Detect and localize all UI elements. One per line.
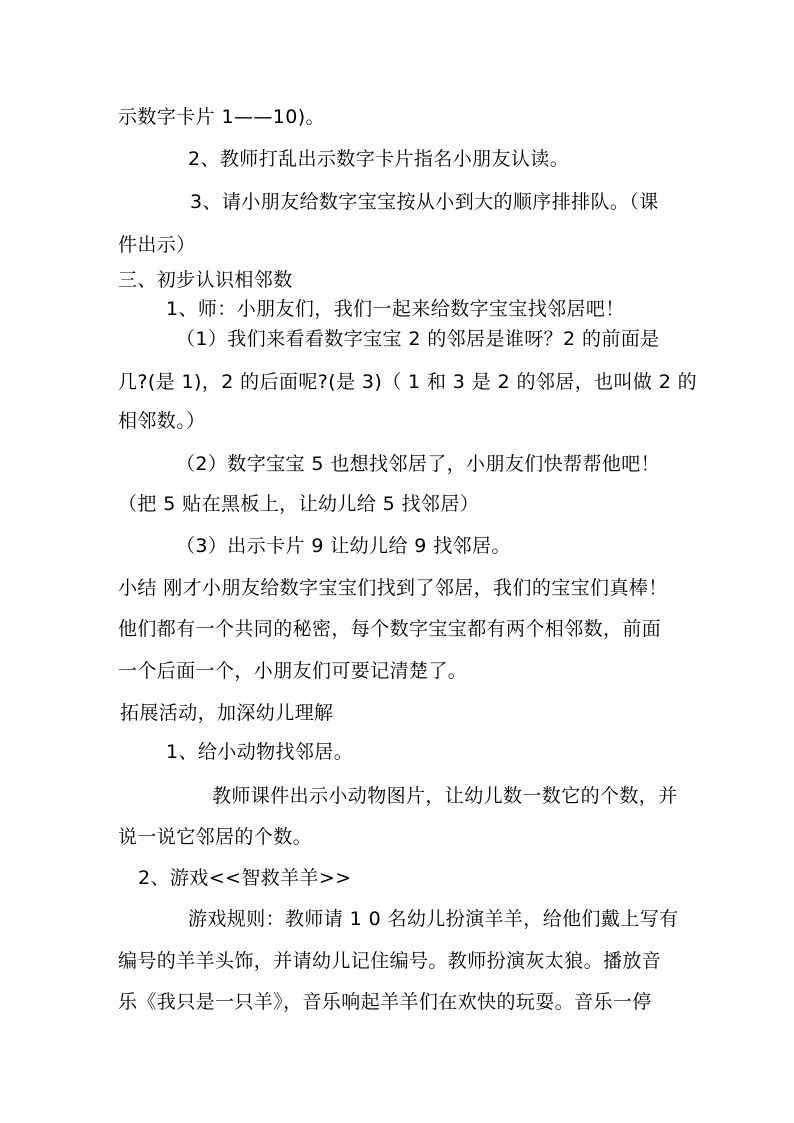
text-line-7: （1）我们来看看数字宝宝 2 的邻居是谁呀？2 的前面是 [176,328,660,350]
text-line-10: （2）数字宝宝 5 也想找邻居了，小朋友们快帮帮他吧！ [176,453,661,475]
text-line-22: 编号的羊羊头饰，并请幼儿记住编号。教师扮演灰太狼。播放音 [118,950,662,972]
text-line-11: （把 5 贴在黑板上，让幼儿给 5 找邻居） [118,493,480,515]
text-line-17: 1、给小动物找邻居。 [166,741,354,763]
text-line-14: 他们都有一个共同的秘密，每个数字宝宝都有两个相邻数，前面 [118,618,662,640]
section-heading: 三、初步认识相邻数 [118,269,293,291]
text-line-8: 几?(是 1)，2 的后面呢?(是 3)（ 1 和 3 是 2 的邻居，也叫做 2 的 [118,371,698,393]
text-line-20: 2、游戏<<智救羊羊>> [138,867,352,889]
text-line-3: 3、请小朋友给数字宝宝按从小到大的顺序排排队。（课 [190,191,659,213]
text-line-6: 1、师：小朋友们，我们一起来给数字宝宝找邻居吧！ [166,298,625,320]
text-line-2: 2、教师打乱出示数字卡片指名小朋友认读。 [188,148,570,170]
text-line-21: 游戏规则：教师请 1 0 名幼儿扮演羊羊，给他们戴上写有 [188,908,679,930]
text-line-13: 小结 刚才小朋友给数字宝宝们找到了邻居，我们的宝宝们真棒！ [118,577,668,599]
text-line-4: 件出示） [118,234,196,256]
text-line-1: 示数字卡片 1——10)。 [118,106,325,128]
text-line-19: 说一说它邻居的个数。 [118,826,313,848]
text-line-18: 教师课件出示小动物图片，让幼儿数一数它的个数，并 [212,785,678,807]
text-line-12: （3）出示卡片 9 让幼儿给 9 找邻居。 [176,535,511,557]
text-line-23: 乐《我只是一只羊》，音乐响起羊羊们在欢快的玩耍。音乐一停 [118,991,652,1013]
text-line-15: 一个后面一个，小朋友们可要记清楚了。 [118,660,468,682]
text-line-9: 相邻数。） [118,410,206,432]
subheading-extension: 拓展活动，加深幼儿理解 [120,702,334,724]
